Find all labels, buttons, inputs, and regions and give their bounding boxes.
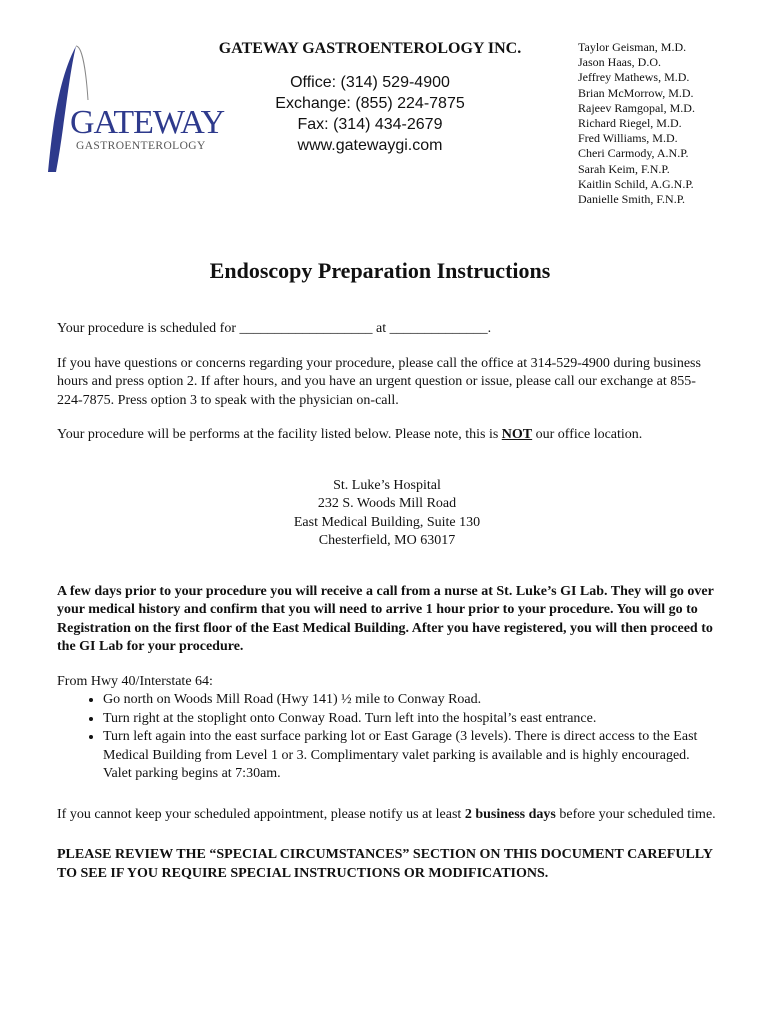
fax-number: Fax: (314) 434-2679 [297,116,443,133]
scheduled-line: Your procedure is scheduled for ___________________ at ______________. [57,321,492,336]
staff-name: Jeffrey Mathews, M.D. [578,70,690,85]
list-item: • Turn left again into the east surface parking lot or East Garage (3 levels). There is direct access to the East Medical Building from Level 1 or 3. Complimentary valet parking is available and is highly encouraged. Valet parking begins at 7:30am. [103,728,717,784]
staff-name: Richard Riegel, M.D. [578,116,682,131]
staff-name: Sarah Keim, F.N.P. [578,161,670,176]
exchange-phone: Exchange: (855) 224-7875 [275,95,465,112]
company-name: GATEWAY GASTROENTEROLOGY INC. [218,40,522,57]
company-info [180,40,560,156]
staff-name: Rajeev Ramgopal, M.D. [578,100,695,115]
staff-name: Fred Williams, M.D. [578,131,678,146]
document-body [57,320,717,883]
logo-wordmark: GATEWAY [70,104,225,141]
facility-paragraph [57,426,717,445]
nurse-call-paragraph: A few days prior to your procedure you will receive a call from a nurse at St. Luke’s GI Lab. They will go over your medical history and confirm that you will need to arrive 1 hour prior to your procedure. You will go to Registration on the first floor of the East Medical Building. After you have registered, you will then proceed to the GI Lab for your procedure. [57,583,714,654]
address-line: St. Luke’s Hospital [333,477,441,493]
cancel-paragraph [57,806,717,825]
staff-list [578,40,695,207]
office-phone: Office: (314) 529-4900 [290,74,450,91]
business-days-emphasis: 2 business days [464,806,556,822]
facility-text-after: our office location. [532,427,643,442]
directions-heading: From Hwy 40/Interstate 64: [57,673,213,689]
list-item: • Go north on Woods Mill Road (Hwy 141) ½ mile to Conway Road. [103,691,717,710]
cancel-text-before: If you cannot keep your scheduled appointment, please notify us at least [57,806,465,822]
staff-name: Brian McMorrow, M.D. [578,85,694,100]
staff-name: Cheri Carmody, A.N.P. [578,146,689,161]
facility-text-before: Your procedure will be performs at the facility listed below. Please note, this is [57,427,502,442]
website-link[interactable]: www.gatewaygi.com [297,137,443,154]
directions-list [57,691,717,784]
questions-paragraph: If you have questions or concerns regarding your procedure, please call the office at 314-529-4900 during business hours and press option 2. If after hours, and you have an urgent question or issue, please call our exchange at 855-224-7875. Press option 3 to speak with the physician on-call. [57,355,701,408]
address-line: Chesterfield, MO 63017 [318,533,456,548]
cancel-text-after: before your scheduled time. [555,806,716,822]
review-notice: PLEASE REVIEW THE “SPECIAL CIRCUMSTANCES” SECTION ON THIS DOCUMENT CAREFULLY TO SEE IF YOU REQUIRE SPECIAL INSTRUCTIONS OR MODIFICATIONS. [57,847,713,881]
staff-name: Taylor Geisman, M.D. [578,40,687,54]
address-line: East Medical Building, Suite 130 [293,514,481,530]
staff-name: Jason Haas, D.O. [578,55,661,70]
facility-address [57,477,717,551]
logo-subtitle: GASTROENTEROLOGY [76,140,206,152]
address-line: 232 S. Woods Mill Road [317,496,457,511]
document-title: Endoscopy Preparation Instructions [209,258,551,283]
staff-name: Danielle Smith, F.N.P. [578,192,686,207]
not-emphasis: NOT [501,427,533,442]
list-item: • Turn right at the stoplight onto Conway Road. Turn left into the hospital’s east entrance. [103,710,717,729]
staff-name: Kaitlin Schild, A.G.N.P. [578,176,694,191]
